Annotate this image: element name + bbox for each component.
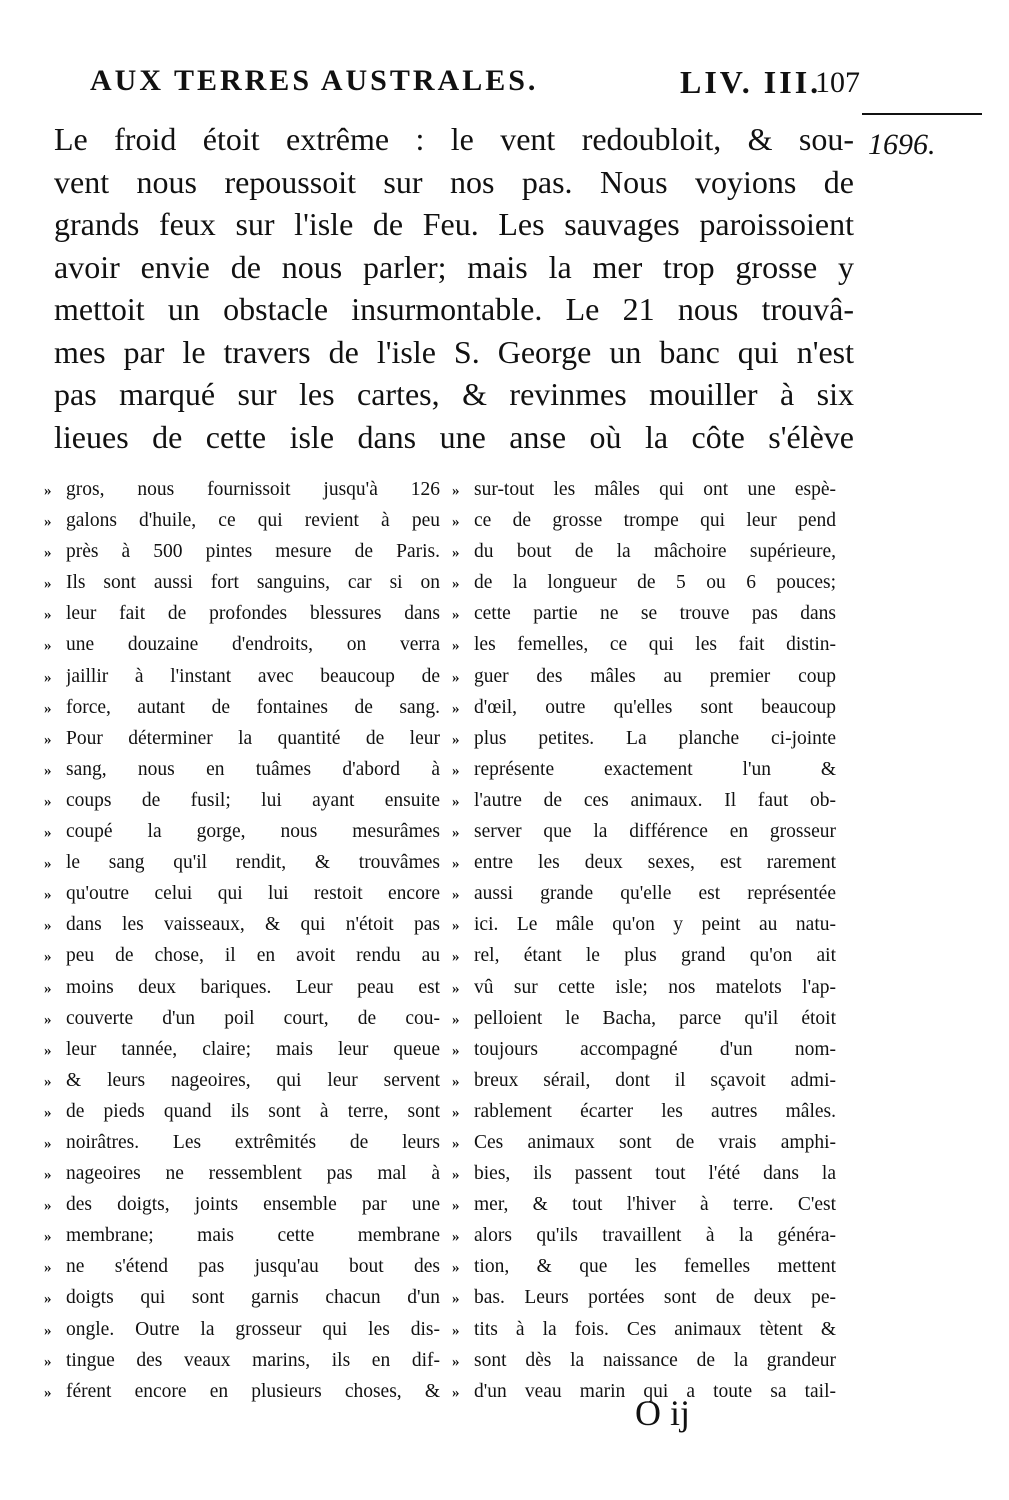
- quoted-line: [44, 972, 440, 1003]
- quoted-line: [452, 505, 836, 536]
- quoted-line: [452, 1158, 836, 1189]
- quoted-line-text: vû sur cette isle; nos matelots l'ap-: [474, 976, 836, 998]
- quoted-line: [452, 972, 836, 1003]
- quoted-line: [44, 629, 440, 660]
- quoted-line-text: coups de fusil; lui ayant ensuite: [66, 789, 440, 811]
- quoted-line: [452, 1282, 836, 1313]
- quoted-line-text: mer, & tout l'hiver à terre. C'est: [474, 1194, 836, 1216]
- running-head-title: AUX TERRES AUSTRALES.: [90, 64, 539, 97]
- quoted-line: [452, 598, 836, 629]
- signature-mark: O ij: [635, 1393, 691, 1433]
- quoted-line-text: qu'outre celui qui lui restoit encore: [66, 883, 440, 905]
- quoted-line: [452, 1345, 836, 1376]
- quoted-line: [44, 567, 440, 598]
- quote-mark: »: [452, 1322, 460, 1339]
- quote-mark: »: [452, 1198, 460, 1215]
- quoted-line-text: une douzaine d'endroits, on verra: [66, 634, 440, 656]
- quoted-line-text: nageoires ne ressemblent pas mal à: [66, 1163, 440, 1185]
- quote-mark: »: [44, 1322, 52, 1339]
- quoted-line-text: le sang qu'il rendit, & trouvâmes: [66, 852, 440, 874]
- quoted-line: [452, 1314, 836, 1345]
- quoted-line: [452, 474, 836, 505]
- quoted-line: [44, 598, 440, 629]
- quote-mark: »: [44, 1353, 52, 1370]
- quoted-line: [44, 1282, 440, 1313]
- quote-mark: »: [452, 918, 460, 935]
- quoted-line-text: toujours accompagné d'un nom-: [474, 1038, 836, 1060]
- quoted-line: [44, 1034, 440, 1065]
- main-text-line: lieues de cette isle dans une anse où la côte s'élève: [54, 418, 854, 455]
- quoted-line-text: cette partie ne se trouve pas dans: [474, 603, 836, 625]
- margin-year-note: 1696.: [868, 128, 936, 161]
- main-text-line: grands feux sur l'isle de Feu. Les sauvages paroissoient: [54, 206, 854, 242]
- quoted-line: [452, 940, 836, 971]
- quote-mark: »: [44, 1384, 52, 1401]
- quoted-line-text: férent encore en plusieurs choses, &: [66, 1380, 440, 1402]
- quote-mark: »: [44, 949, 52, 966]
- quote-mark: »: [44, 762, 52, 779]
- quoted-line: [44, 1096, 440, 1127]
- quote-mark: »: [452, 731, 460, 748]
- quote-mark: »: [452, 576, 460, 593]
- quoted-line: [452, 754, 836, 785]
- quote-mark: »: [452, 1042, 460, 1059]
- quoted-line: [44, 785, 440, 816]
- main-text-line: mettoit un obstacle insurmontable. Le 21 nous trouvâ-: [54, 291, 854, 327]
- quote-mark: »: [44, 793, 52, 810]
- quoted-line-text: près à 500 pintes mesure de Paris.: [66, 541, 440, 563]
- quote-mark: »: [44, 1073, 52, 1090]
- quoted-line-text: server que la différence en grosseur: [474, 821, 836, 843]
- quoted-line: [44, 816, 440, 847]
- quoted-line: [44, 1127, 440, 1158]
- page-number: 107: [815, 66, 860, 99]
- quote-mark: »: [44, 731, 52, 748]
- quoted-line: [452, 1096, 836, 1127]
- quoted-line-text: bies, ils passent tout l'été dans la: [474, 1163, 836, 1185]
- quote-mark: »: [44, 1135, 52, 1152]
- quote-mark: »: [452, 1167, 460, 1184]
- quoted-line: [452, 567, 836, 598]
- quote-mark: »: [452, 856, 460, 873]
- quoted-line: [452, 1189, 836, 1220]
- quoted-line: [452, 785, 836, 816]
- quote-mark: »: [452, 669, 460, 686]
- quoted-line-text: noirâtres. Les extrêmités de leurs: [66, 1131, 440, 1153]
- quote-mark: »: [452, 1073, 460, 1090]
- quote-mark: »: [452, 887, 460, 904]
- quoted-line-text: membrane; mais cette membrane: [66, 1225, 440, 1247]
- quoted-line: [44, 1345, 440, 1376]
- quoted-line-text: coupé la gorge, nous mesurâmes: [66, 821, 440, 843]
- quoted-line: [44, 1376, 440, 1407]
- quoted-line: [44, 847, 440, 878]
- quote-mark: »: [452, 793, 460, 810]
- quote-mark: »: [452, 514, 460, 531]
- quoted-line-text: ongle. Outre la grosseur qui les dis-: [66, 1318, 440, 1340]
- quoted-line: [452, 629, 836, 660]
- quote-mark: »: [452, 1011, 460, 1028]
- quoted-line-text: couverte d'un poil court, de cou-: [66, 1007, 440, 1029]
- quoted-line-text: sur-tout les mâles qui ont une espè-: [474, 479, 836, 500]
- quote-mark: »: [452, 1229, 460, 1246]
- main-text-line: Le froid étoit extrême : le vent redoubloit, & sou-: [54, 121, 854, 157]
- quoted-line-text: représente exactement l'un &: [474, 758, 836, 780]
- quoted-line: [44, 1065, 440, 1096]
- quote-mark: »: [44, 1011, 52, 1028]
- quoted-line-text: jaillir à l'instant avec beaucoup de: [66, 665, 440, 687]
- quoted-line: [44, 1003, 440, 1034]
- quoted-line: [44, 1251, 440, 1282]
- quoted-line-text: ne s'étend pas jusqu'au bout des: [66, 1256, 440, 1278]
- quote-mark: »: [44, 856, 52, 873]
- quote-mark: »: [452, 545, 460, 562]
- quoted-line: [452, 1251, 836, 1282]
- quote-mark: »: [44, 1167, 52, 1184]
- quoted-line-text: ici. Le mâle qu'on y peint au natu-: [474, 914, 836, 936]
- quoted-line-text: entre les deux sexes, est rarement: [474, 852, 836, 874]
- quoted-line-text: sang, nous en tuâmes d'abord à: [66, 758, 440, 780]
- quote-mark: »: [44, 514, 52, 531]
- quote-mark: »: [44, 1042, 52, 1059]
- margin-rule: [862, 113, 982, 115]
- quoted-line: [44, 1314, 440, 1345]
- quoted-line: [452, 909, 836, 940]
- quote-mark: »: [452, 638, 460, 655]
- quoted-line: [452, 661, 836, 692]
- quoted-line: [452, 816, 836, 847]
- quote-mark: »: [452, 1260, 460, 1277]
- main-text-line: vent nous repoussoit sur nos pas. Nous voyions de: [54, 163, 854, 200]
- quoted-line: [44, 723, 440, 754]
- quoted-line: [452, 1065, 836, 1096]
- quoted-line-text: force, autant de fontaines de sang.: [66, 696, 440, 718]
- quote-mark: »: [452, 607, 460, 624]
- quoted-line-text: Ces animaux sont de vrais amphi-: [474, 1131, 836, 1153]
- quoted-line-text: gros, nous fournissoit jusqu'à 126: [66, 479, 440, 500]
- quote-mark: »: [452, 700, 460, 717]
- quoted-line-text: doigts qui sont garnis chacun d'un: [66, 1287, 440, 1309]
- quoted-line-text: guer des mâles au premier coup: [474, 665, 836, 687]
- quote-mark: »: [44, 638, 52, 655]
- quoted-line-text: sont dès la naissance de la grandeur: [474, 1349, 836, 1371]
- quoted-line-text: pelloient le Bacha, parce qu'il étoit: [474, 1007, 836, 1029]
- quoted-line: [452, 847, 836, 878]
- quoted-line: [44, 1189, 440, 1220]
- quoted-line: [452, 1127, 836, 1158]
- quote-mark: »: [452, 483, 460, 499]
- quoted-line-text: d'un veau marin qui a toute sa tail-: [474, 1380, 836, 1402]
- running-head-book: LIV. III.: [680, 64, 822, 100]
- quote-mark: »: [44, 980, 52, 997]
- main-text-line: avoir envie de nous parler; mais la mer trop grosse y: [54, 248, 854, 285]
- quoted-line-text: leur tannée, claire; mais leur queue: [66, 1038, 440, 1060]
- main-text-line: mes par le travers de l'isle S. George un banc qui n'est: [54, 333, 854, 370]
- quoted-line: [44, 1158, 440, 1189]
- quoted-line: [44, 909, 440, 940]
- quote-mark: »: [452, 1384, 460, 1401]
- quoted-line: [44, 474, 440, 505]
- quoted-line-text: rablement écarter les autres mâles.: [474, 1100, 836, 1122]
- running-head: [90, 64, 860, 108]
- quoted-line-text: galons d'huile, ce qui revient à peu: [66, 510, 440, 532]
- quote-mark: »: [44, 1198, 52, 1215]
- quote-mark: »: [452, 980, 460, 997]
- quote-mark: »: [44, 576, 52, 593]
- quoted-line: [44, 692, 440, 723]
- quoted-line-text: plus petites. La planche ci-jointe: [474, 727, 836, 749]
- quote-mark: »: [44, 887, 52, 904]
- quote-mark: »: [44, 1229, 52, 1246]
- quoted-line-text: l'autre de ces animaux. Il faut ob-: [474, 789, 836, 811]
- main-text-line: pas marqué sur les cartes, & revinmes mouiller à six: [54, 376, 854, 412]
- quoted-line: [452, 723, 836, 754]
- quote-mark: »: [452, 1104, 460, 1121]
- quoted-line-text: du bout de la mâchoire supérieure,: [474, 541, 836, 563]
- quoted-line: [452, 1034, 836, 1065]
- quoted-line-text: & leurs nageoires, qui leur servent: [66, 1069, 440, 1091]
- quote-mark: »: [452, 1291, 460, 1308]
- quote-mark: »: [452, 762, 460, 779]
- quoted-line: [44, 878, 440, 909]
- quoted-line-text: aussi grande qu'elle est représentée: [474, 883, 836, 905]
- quoted-line: [44, 505, 440, 536]
- quote-mark: »: [44, 545, 52, 562]
- quoted-line: [452, 878, 836, 909]
- quoted-line-text: dans les vaisseaux, & qui n'étoit pas: [66, 914, 440, 936]
- quoted-line-text: tingue des veaux marins, ils en dif-: [66, 1349, 440, 1371]
- quoted-line-text: breux sérail, dont il sçavoit admi-: [474, 1069, 836, 1091]
- quote-mark: »: [44, 700, 52, 717]
- quoted-line-text: leur fait de profondes blessures dans: [66, 603, 440, 625]
- quoted-line-text: de pieds quand ils sont à terre, sont: [66, 1100, 440, 1122]
- quote-mark: »: [44, 1260, 52, 1277]
- quoted-line: [452, 1220, 836, 1251]
- quoted-line-text: tits à la fois. Ces animaux tètent &: [474, 1318, 836, 1340]
- quoted-line: [44, 940, 440, 971]
- quoted-line-text: de la longueur de 5 ou 6 pouces;: [474, 572, 836, 594]
- quoted-line-text: moins deux bariques. Leur peau est: [66, 976, 440, 998]
- quoted-line: [44, 754, 440, 785]
- quoted-line-text: ce de grosse trompe qui leur pend: [474, 510, 836, 532]
- quote-mark: »: [44, 607, 52, 624]
- quoted-line-text: Pour déterminer la quantité de leur: [66, 727, 440, 749]
- quote-mark: »: [44, 1291, 52, 1308]
- quoted-line-text: bas. Leurs portées sont de deux pe-: [474, 1287, 836, 1309]
- quoted-line-text: Ils sont aussi fort sanguins, car si on: [66, 572, 440, 594]
- quote-mark: »: [452, 949, 460, 966]
- quote-mark: »: [452, 1353, 460, 1370]
- quoted-line: [452, 536, 836, 567]
- quoted-line: [452, 692, 836, 723]
- quoted-line-text: rel, étant le plus grand qu'on ait: [474, 945, 836, 967]
- quoted-column-left: [44, 474, 440, 1407]
- quoted-line: [44, 1220, 440, 1251]
- quoted-line-text: peu de chose, il en avoit rendu au: [66, 945, 440, 967]
- quote-mark: »: [44, 1104, 52, 1121]
- quote-mark: »: [44, 669, 52, 686]
- quoted-line-text: des doigts, joints ensemble par une: [66, 1194, 440, 1216]
- quote-mark: »: [44, 825, 52, 842]
- quoted-line: [44, 536, 440, 567]
- quoted-column-right: [452, 474, 836, 1407]
- quoted-line: [44, 661, 440, 692]
- quoted-line-text: les femelles, ce qui les fait distin-: [474, 634, 836, 656]
- quoted-line-text: tion, & que les femelles mettent: [474, 1256, 836, 1278]
- quote-mark: »: [452, 1135, 460, 1152]
- quoted-line-text: alors qu'ils travaillent à la généra-: [474, 1225, 836, 1247]
- quoted-line-text: d'œil, outre qu'elles sont beaucoup: [474, 696, 836, 718]
- quoted-line: [452, 1003, 836, 1034]
- quote-mark: »: [44, 918, 52, 935]
- main-paragraph: [54, 118, 854, 458]
- quote-mark: »: [452, 825, 460, 842]
- quote-mark: »: [44, 483, 52, 499]
